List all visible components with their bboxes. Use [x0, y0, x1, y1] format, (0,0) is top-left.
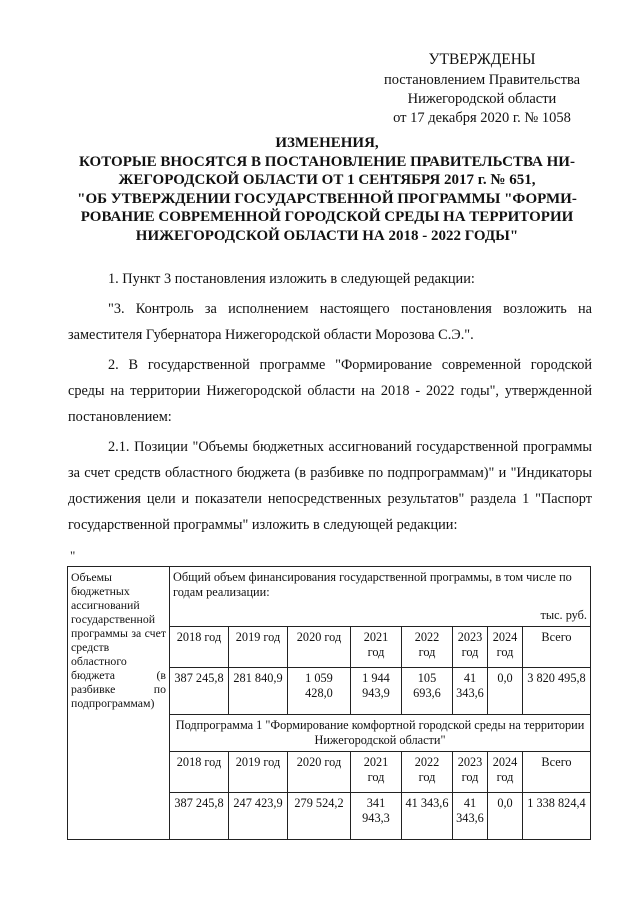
value-cell: 387 245,8: [170, 793, 229, 840]
title-line-6: НИЖЕГОРОДСКОЙ ОБЛАСТИ НА 2018 - 2022 ГОДЫ": [135, 227, 519, 244]
total-financing-caption: Общий объем финансирования государственной программы, в том числе по годам реализации:: [173, 570, 572, 599]
approval-line-1: постановлением Правительства: [383, 72, 581, 88]
value-cell: 1 944 943,9: [351, 668, 402, 715]
approval-block: [372, 50, 592, 128]
paragraph-3: 2. В государственной программе "Формирование современной городской среды на территории Нижегородской области на 2018 - 2022 годы", утвержденной постановлением:: [68, 357, 592, 425]
title-line-2: КОТОРЫЕ ВНОСЯТСЯ В ПОСТАНОВЛЕНИЕ ПРАВИТЕЛЬСТВА НИ-: [79, 153, 575, 170]
value-cell: 281 840,9: [229, 668, 288, 715]
budget-allocation-label: Объемы бюджетных ассигнований государственной программы за счет средств областного бюджета (в разбивке по подпрограммам): [68, 567, 170, 840]
value-cell: 41 343,6: [402, 793, 453, 840]
value-cell: 0,0: [488, 793, 523, 840]
header-cell: 2019 год: [229, 752, 288, 793]
header-cell: 2023 год: [453, 627, 488, 668]
header-cell: 2020 год: [288, 627, 351, 668]
header-cell: 2022 год: [402, 627, 453, 668]
header-cell: 2023 год: [453, 752, 488, 793]
header-cell: 2022 год: [402, 752, 453, 793]
value-cell: 247 423,9: [229, 793, 288, 840]
financing-table: [67, 566, 591, 840]
paragraph-1: 1. Пункт 3 постановления изложить в следующей редакции:: [108, 271, 475, 287]
subprogram-1-caption: Подпрограмма 1 "Формирование комфортной городской среды на территории Нижегородской области": [170, 715, 591, 752]
paragraph-2: "3. Контроль за исполнением настоящего постановления возложить на заместителя Губернатора Нижегородской области Морозова С.Э.".: [68, 301, 592, 343]
approval-heading: УТВЕРЖДЕНЫ: [428, 51, 536, 68]
header-cell: 2018 год: [170, 752, 229, 793]
header-cell: 2019 год: [229, 627, 288, 668]
currency-unit: тыс. руб.: [540, 608, 587, 622]
document-title: [62, 134, 592, 245]
value-cell: 41 343,6: [453, 793, 488, 840]
paragraph-4: 2.1. Позиции "Объемы бюджетных ассигнований государственной программы за счет средств областного бюджета (в разбивке по подпрограммам)" и "Индикаторы достижения цели и показатели непосредственных результатов" раздела 1 "Паспорт государственной программы" изложить в следующей редакции:: [68, 439, 592, 533]
approval-line-3: от 17 декабря 2020 г. № 1058: [393, 110, 571, 126]
header-cell: 2021 год: [351, 752, 402, 793]
value-cell: 3 820 495,8: [523, 668, 591, 715]
header-cell: 2018 год: [170, 627, 229, 668]
header-cell: Всего: [523, 627, 591, 668]
value-cell: 41 343,6: [453, 668, 488, 715]
opening-quote-mark: ": [70, 548, 76, 563]
header-cell: 2020 год: [288, 752, 351, 793]
title-line-4: "ОБ УТВЕРЖДЕНИИ ГОСУДАРСТВЕННОЙ ПРОГРАММЫ "ФОРМИ-: [77, 190, 577, 207]
header-cell: 2024 год: [488, 752, 523, 793]
title-line-3: ЖЕГОРОДСКОЙ ОБЛАСТИ ОТ 1 СЕНТЯБРЯ 2017 г. № 651,: [118, 172, 536, 188]
header-cell: 2021 год: [351, 627, 402, 668]
document-body: [68, 266, 592, 542]
header-cell: Всего: [523, 752, 591, 793]
title-line-1: ИЗМЕНЕНИЯ,: [275, 135, 379, 151]
value-cell: 341 943,3: [351, 793, 402, 840]
value-cell: 105 693,6: [402, 668, 453, 715]
header-cell: 2024 год: [488, 627, 523, 668]
value-cell: 279 524,2: [288, 793, 351, 840]
value-cell: 387 245,8: [170, 668, 229, 715]
title-line-5: РОВАНИЕ СОВРЕМЕННОЙ ГОРОДСКОЙ СРЕДЫ НА ТЕРРИТОРИИ: [80, 209, 574, 225]
total-financing-caption-cell: [170, 567, 591, 627]
value-cell: 1 059 428,0: [288, 668, 351, 715]
value-cell: 0,0: [488, 668, 523, 715]
value-cell: 1 338 824,4: [523, 793, 591, 840]
approval-line-2: Нижегородской области: [407, 91, 557, 107]
